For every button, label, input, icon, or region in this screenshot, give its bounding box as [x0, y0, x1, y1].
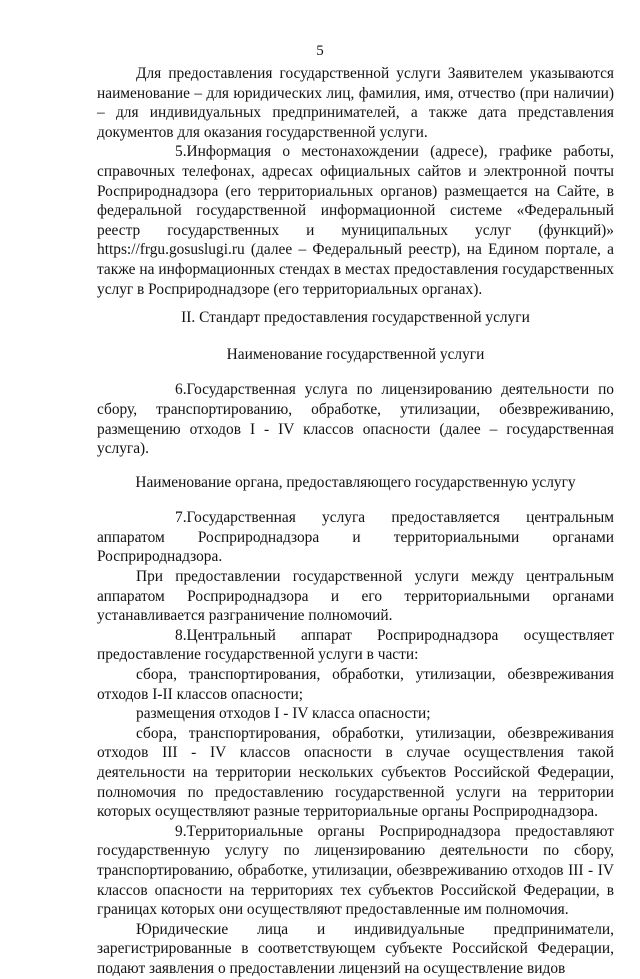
paragraph-7-text: Государственная услуга предоставляется центральным аппаратом Росприроднадзора и территориальными органами Росприроднадзора. [97, 509, 614, 566]
page-number: 5 [316, 43, 324, 59]
paragraph-9-number: 9. [175, 822, 187, 840]
paragraph-6-number: 6. [175, 381, 187, 399]
paragraph-8-item-a: сбора, транспортирования, обработки, утилизации, обезвреживания отходов I-II классов опасности; [97, 666, 614, 703]
paragraph-9 [97, 822, 614, 920]
paragraph-7 [97, 508, 614, 567]
service-name-heading: Наименование государственной услуги [226, 345, 485, 363]
paragraph-applicant-info: Для предоставления государственной услуги Заявителем указываются наименование – для юридических лиц, фамилия, имя, отчество (при наличии) – для индивидуальных предпринимателей, а также дата представления документов для оказания государственной услуги. [97, 65, 614, 141]
section-heading: II. Стандарт предоставления государственной услуги [181, 309, 530, 327]
paragraph-8-item-b: размещения отходов I - IV класса опасности; [136, 705, 431, 723]
paragraph-8-text: Центральный аппарат Росприроднадзора осуществляет предоставление государственной услуги в части: [97, 626, 614, 664]
paragraph-8-item-c: сбора, транспортирования, обработки, утилизации, обезвреживания отходов III - IV классов опасности в случае осуществления такой деятельности на территории нескольких субъектов Российской Федерации, полномочия по предоставлению государственной услуги на территории которых осуществляют разные территориальные органы Росприроднадзора. [97, 724, 614, 821]
paragraph-7-continuation: При предоставлении государственной услуги между центральным аппаратом Росприроднадзора и его территориальными органами устанавливается разграничение полномочий. [97, 568, 614, 625]
document-body [97, 64, 614, 979]
org-heading: Наименование органа, предоставляющего государственную услугу [135, 473, 576, 491]
paragraph-9-text: Территориальные органы Росприроднадзора предоставляют государственную услугу по лицензированию деятельности по сбору, транспортированию, обработке, утилизации, обезвреживанию отходов III - IV классов опасности на территориях тех субъектов Российской Федерации, в границах которых они осуществляют предоставленные им полномочия. [97, 822, 614, 919]
paragraph-8 [97, 626, 614, 665]
paragraph-6 [97, 380, 614, 458]
paragraph-5 [97, 142, 614, 299]
paragraph-8-number: 8. [175, 626, 187, 644]
paragraph-5-number: 5. [175, 143, 187, 161]
paragraph-6-text: Государственная услуга по лицензированию деятельности по сбору, транспортированию, обработке, утилизации, обезвреживанию, размещению отходов I - IV классов опасности (далее – государственная услуга). [97, 381, 614, 458]
paragraph-7-number: 7. [175, 509, 187, 527]
paragraph-9-continuation: Юридические лица и индивидуальные предприниматели, зарегистрированные в соответствующем субъекте Российской Федерации, подают заявления о предоставлении лицензий на осуществление видов [97, 920, 614, 977]
paragraph-5-text: Информация о местонахождении (адресе), графике работы, справочных телефонах, адресах официальных сайтов и электронной почты Росприроднадзора (его территориальных органов) размещается на Сайте, в федеральной государственной информационной системе «Федеральный реестр государственных и муниципальных услуг (функций)» https://frgu.gosuslugi.ru (далее – Федеральный реестр), на Едином портале, а также на информационных стендах в местах предоставления государственных услуг в Росприроднадзоре (его территориальных органах). [97, 143, 614, 298]
